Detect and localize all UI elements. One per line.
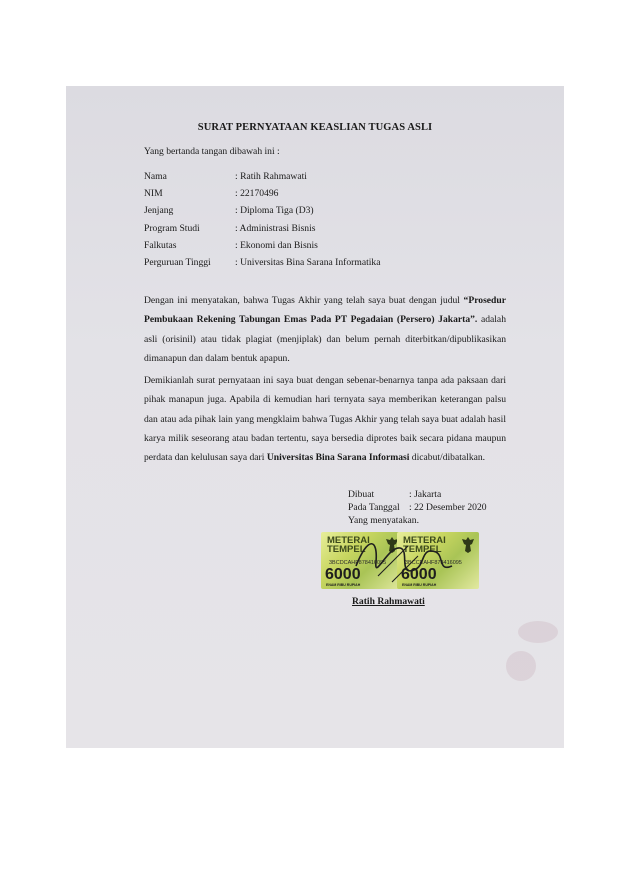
signer-name: Ratih Rahmawati bbox=[352, 596, 425, 607]
signature-block bbox=[348, 488, 487, 527]
stamp-value: 6000 bbox=[401, 566, 437, 583]
declaration-paragraph bbox=[144, 291, 506, 368]
field-value: : Diploma Tiga (D3) bbox=[235, 205, 314, 217]
stamp-value: 6000 bbox=[325, 566, 361, 583]
place-label: Dibuat bbox=[348, 489, 375, 500]
field-label: Perguruan Tinggi bbox=[144, 257, 211, 269]
paragraph-text: adalah asli (orisinil) atau tidak plagiat (menjiplak) dan belum pernah diterbitkan/dipublikasikan dimanapun dan dalam bentuk apapun. bbox=[144, 314, 506, 364]
field-label: Falkutas bbox=[144, 239, 177, 251]
field-row-level bbox=[144, 202, 380, 219]
document-title: SURAT PERNYATAAN KEASLIAN TUGAS ASLI bbox=[197, 122, 433, 133]
field-value: : Universitas Bina Sarana Informatika bbox=[235, 257, 381, 269]
place-row bbox=[348, 488, 487, 501]
field-value: : 22170496 bbox=[235, 188, 279, 200]
field-row-name bbox=[144, 168, 380, 185]
date-value: : 22 Desember 2020 bbox=[409, 502, 487, 513]
field-label: Jenjang bbox=[144, 205, 174, 217]
field-row-faculty bbox=[144, 237, 380, 254]
field-label: NIM bbox=[144, 188, 163, 200]
garuda-emblem-icon bbox=[460, 535, 476, 555]
field-label: Nama bbox=[144, 171, 167, 182]
paragraph-text: Dengan ini menyatakan, bahwa Tugas Akhir yang telah saya buat dengan judul bbox=[144, 295, 464, 306]
paragraph-text: dicabut/dibatalkan. bbox=[409, 452, 486, 464]
stamp-serial: 3BCDCAHF878416095 bbox=[329, 560, 387, 566]
field-value: : Ratih Rahmawati bbox=[235, 171, 307, 182]
field-row-nim bbox=[144, 185, 380, 202]
field-row-university bbox=[144, 254, 380, 271]
intro-text: Yang bertanda tangan dibawah ini : bbox=[144, 146, 280, 157]
stamp-caption: ENAM RIBU RUPIAH bbox=[326, 583, 361, 587]
field-row-program bbox=[144, 220, 380, 237]
date-row bbox=[348, 501, 487, 514]
identity-fields bbox=[144, 168, 380, 271]
thesis-title: “Prosedur Pembukaan Rekening Tabungan Emas Pada PT Pegadaian (Persero) Jakarta”. bbox=[144, 295, 506, 326]
place-value: : Jakarta bbox=[409, 489, 442, 500]
date-label: Pada Tanggal bbox=[348, 502, 400, 513]
closing-text: Yang menyatakan. bbox=[348, 515, 419, 526]
paper-stain bbox=[518, 621, 558, 643]
paper-stain bbox=[506, 651, 536, 681]
stamp-title: METERAI TEMPEL bbox=[327, 535, 370, 555]
paragraph-text: Demikianlah surat pernyataan ini saya buat dengan sebenar-benarnya tanpa ada paksaan dari pihak manapun juga. Apabila di kemudian hari ternyata saya memberikan keterangan palsu dan atau ada pihak lain yang mengklaim bahwa Tugas Akhir yang telah saya buat adalah hasil karya milik seseorang atau badan tertentu, saya bersedia diprotes baik secara pidana maupun perdata dan kelulusan saya dari bbox=[144, 375, 506, 464]
university-name: Universitas Bina Sarana Informasi bbox=[266, 452, 410, 464]
scanned-page bbox=[66, 86, 564, 748]
stamp-serial: 3BCCEAHF878416095 bbox=[405, 560, 462, 566]
closing-paragraph bbox=[144, 371, 506, 467]
stamp-title: METERAI TEMPEL bbox=[403, 535, 446, 555]
handwritten-signature bbox=[348, 526, 458, 596]
stamp-caption: ENAM RIBU RUPIAH bbox=[402, 583, 437, 587]
field-label: Program Studi bbox=[144, 222, 200, 234]
field-value: : Ekonomi dan Bisnis bbox=[235, 239, 318, 251]
field-value: : Administrasi Bisnis bbox=[235, 222, 316, 234]
